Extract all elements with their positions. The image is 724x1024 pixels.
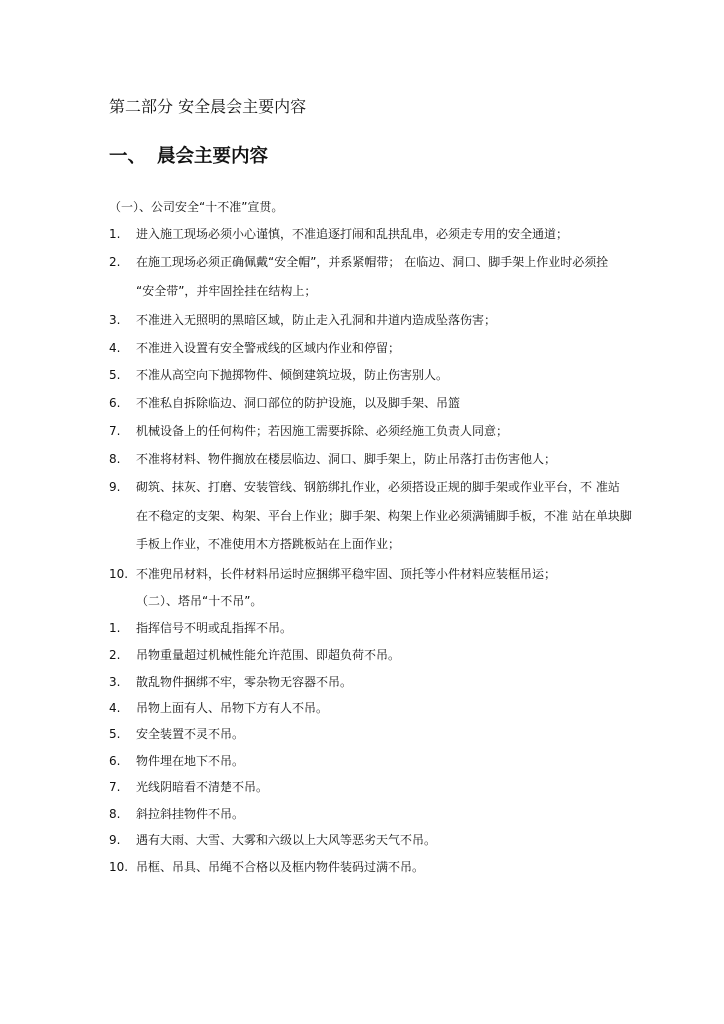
list-text: 不准将材料、物件搁放在楼层临边、洞口、脚手架上，防止吊落打击伤害他人； xyxy=(136,452,557,466)
list-number: 6. xyxy=(109,396,121,410)
list-text-continuation: “安全带”，并牢固拴挂在结构上； xyxy=(136,284,317,298)
section-number: 一、 xyxy=(109,146,147,167)
list-text: 散乱物件捆绑不牢，零杂物无容器不吊。 xyxy=(136,675,353,689)
list-number: 5. xyxy=(109,368,121,382)
list-text: 砌筑、抹灰、打磨、安装管线、钢筋绑扎作业，必须搭设正规的脚手架或作业平台，不 准站 xyxy=(136,480,620,494)
list-text: 不准从高空向下抛掷物件、倾倒建筑垃圾，防止伤害别人。 xyxy=(136,368,449,382)
list-text: 吊物重量超过机械性能允许范围、即超负荷不吊。 xyxy=(136,648,401,662)
list-number: 9. xyxy=(109,480,121,494)
list-number: 10. xyxy=(109,567,129,581)
list-text: 不准进入设置有安全警戒线的区域内作业和停留； xyxy=(136,341,401,355)
list-number: 5. xyxy=(109,727,121,741)
list-number: 3. xyxy=(109,675,121,689)
list-text: 物件埋在地下不吊。 xyxy=(136,754,245,768)
list-text: 进入施工现场必须小心谨慎，不准追逐打闹和乱拱乱串，必须走专用的安全通道； xyxy=(136,227,569,241)
list-text: 遇有大雨、大雪、大雾和六级以上大风等恶劣天气不吊。 xyxy=(136,833,437,847)
list-number: 1. xyxy=(109,621,121,635)
list-number: 4. xyxy=(109,341,121,355)
list-number: 7. xyxy=(109,424,121,438)
list-number: 9. xyxy=(109,833,121,847)
list-text: 吊框、吊具、吊绳不合格以及框内物件装码过满不吊。 xyxy=(136,860,425,874)
list-number: 10. xyxy=(109,860,129,874)
section-title xyxy=(109,144,268,170)
list-number: 8. xyxy=(109,807,121,821)
list-number: 6. xyxy=(109,754,121,768)
list-text-continuation: 在不稳定的支架、构架、平台上作业；脚手架、构架上作业必须满铺脚手板，不准 站在单块脚 xyxy=(136,509,632,523)
list-number: 1. xyxy=(109,227,121,241)
list-number: 7. xyxy=(109,780,121,794)
list-text: 不准私自拆除临边、洞口部位的防护设施，以及脚手架、吊篮 xyxy=(136,396,461,410)
section-heading: 晨会主要内容 xyxy=(157,146,269,167)
list-text: 不准进入无照明的黑暗区域，防止走入孔洞和井道内造成坠落伤害； xyxy=(136,313,497,327)
list-text: 吊物上面有人、吊物下方有人不吊。 xyxy=(136,701,329,715)
list-number: 2. xyxy=(109,255,121,269)
list-number: 8. xyxy=(109,452,121,466)
list-text-continuation: 手板上作业，不准使用木方搭跳板站在上面作业； xyxy=(136,537,401,551)
list-text: 在施工现场必须正确佩戴“安全帽”，并系紧帽带； 在临边、洞口、脚手架上作业时必须拴 xyxy=(136,255,609,269)
subsection-title-1: （一）、公司安全“十不准”宣贯。 xyxy=(109,200,284,214)
list-text: 机械设备上的任何构件；若因施工需要拆除、必须经施工负责人同意； xyxy=(136,424,509,438)
list-text: 斜拉斜挂物件不吊。 xyxy=(136,807,245,821)
list-number: 4. xyxy=(109,701,121,715)
subsection-title-2: （二）、塔吊“十不吊”。 xyxy=(136,594,263,608)
list-number: 3. xyxy=(109,313,121,327)
list-number: 2. xyxy=(109,648,121,662)
list-text: 不准兜吊材料，长件材料吊运时应捆绑平稳牢固、顶托等小件材料应装框吊运； xyxy=(136,567,557,581)
list-text: 安全装置不灵不吊。 xyxy=(136,727,245,741)
part-title: 第二部分 安全晨会主要内容 xyxy=(109,97,307,116)
list-text: 指挥信号不明或乱指挥不吊。 xyxy=(136,621,293,635)
list-text: 光线阴暗看不清楚不吊。 xyxy=(136,780,269,794)
